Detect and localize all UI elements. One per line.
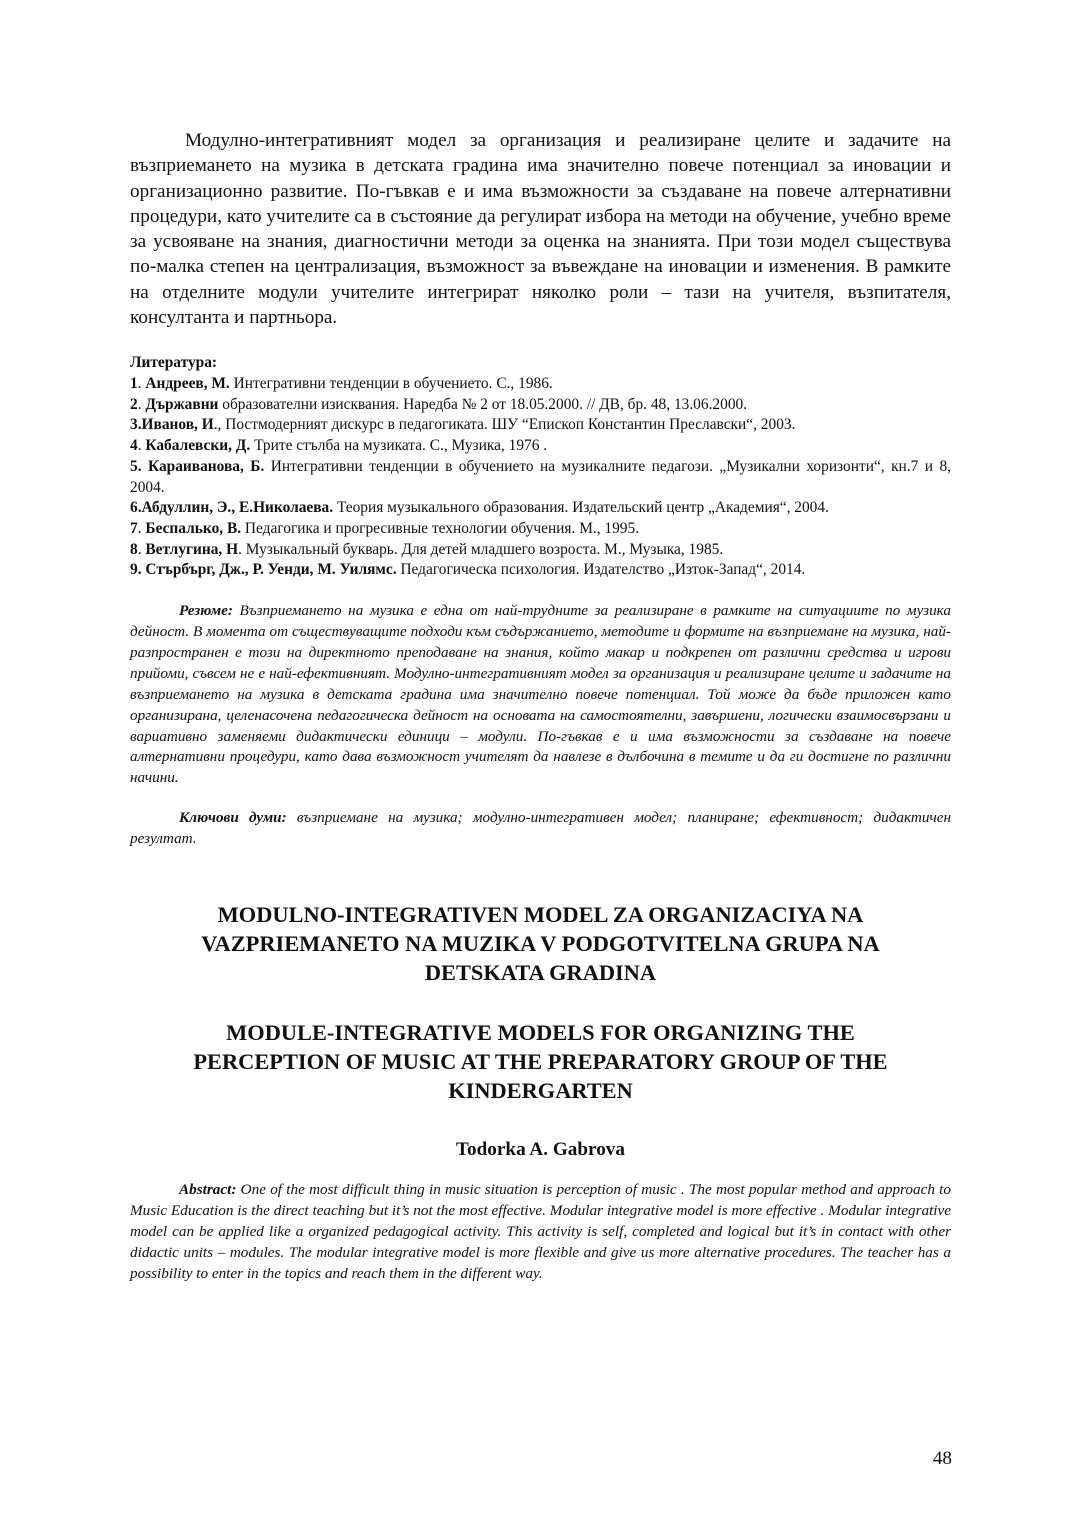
title-line: PERCEPTION OF MUSIC AT THE PREPARATORY GROUP OF THE	[193, 1048, 888, 1074]
abstract-label: Abstract:	[179, 1181, 237, 1199]
reference-item	[130, 457, 951, 498]
reference-author: Ветлугина, Н	[145, 540, 239, 558]
title-english	[130, 1018, 951, 1106]
reference-author: Караиванова, Б.	[148, 457, 265, 475]
reference-number: 7	[130, 520, 138, 537]
reference-separator: .	[137, 540, 146, 558]
reference-item	[130, 374, 951, 395]
reference-author: Абдуллин, Э., Е.Николаева.	[141, 499, 334, 517]
reference-text: Трите стълба на музиката. С., Музика, 1976 .	[250, 437, 548, 455]
title-transliterated	[130, 900, 951, 988]
reference-item	[130, 415, 951, 436]
title-line: MODULE-INTEGRATIVE MODELS FOR ORGANIZING THE	[226, 1019, 855, 1045]
reference-text: ., Постмодерният дискурс в педагогиката. ШУ “Епископ Константин Преславски“, 2003.	[213, 416, 796, 434]
keywords-label: Ключови думи:	[179, 809, 287, 827]
reference-number: 5.	[130, 457, 142, 475]
reference-author: Иванов, И	[141, 416, 214, 434]
reference-author: Стърбърг, Дж., Р. Уенди, М. Уилямс.	[145, 561, 397, 579]
title-line: KINDERGARTEN	[448, 1078, 633, 1104]
references-heading: Литература:	[130, 354, 218, 372]
references-section	[130, 353, 951, 581]
reference-item	[130, 395, 951, 416]
author-name: Todorka A. Gabrova	[455, 1139, 625, 1161]
reference-item	[130, 540, 951, 561]
reference-author: Беспалько, В.	[145, 520, 242, 537]
reference-text: Интегративни тенденции в обучението на музикалните педагози. „Музикални хоризонти“, кн.7 и 8, 2004.	[130, 457, 952, 496]
title-line: MODULNO-INTEGRATIVEN MODEL ZA ORGANIZACIYA NA	[217, 902, 864, 928]
reference-item	[130, 519, 951, 540]
reference-item	[130, 560, 951, 581]
body-paragraph: Модулно-интегративният модел за организация и реализиране целите и задачите на възприемането на музика в детската градина има значително повече потенциал за иновации и организационно развитие. По-гъвкав е и има възможности за създаване на повече алтернативни процедури, като учителите са в състояние да регулират избора на методи на обучение, учебно време за усвояване на знания, диагностични методи за оценка на знанията. При този модел съществува по-малка степен на централизация, възможност за въвеждане на иновации и изменения. В рамките на отделните модули учителите интегрират няколко роли – тази на учителя, възпитателя, консултанта и партньора.	[130, 130, 951, 329]
reference-author: Кабалевски, Д.	[145, 437, 251, 455]
abstract-text: One of the most difficult thing in music situation is perception of music . The most popular method and approach to Music Education is the direct teaching but it’s not the most effective. Modular integrative model is more effective . Modular integrative model can be applied like a organized pedagogical activity. This activity is self, completed and logical but it’s in contact with other didactic units – modules. The modular integrative model is more flexible and give us more alternative procedures. The teacher has a possibility to enter in the topics and reach them in the different way.	[130, 1181, 951, 1282]
reference-number: 8	[130, 540, 138, 558]
keywords-paragraph	[130, 808, 951, 850]
reference-number: 9.	[130, 561, 142, 579]
reference-separator: .	[137, 375, 146, 393]
reference-separator: .	[137, 437, 146, 455]
reference-separator: .	[137, 395, 146, 413]
resume-text: Възприемането на музика е една от най-трудните за реализиране в рамките на ситуациите по музика дейност. В момента от съществуващите подходи към съдържанието, методите и формите на възприемане на музика, най-разпространен е този на директното преподаване на знания, който макар и подкрепен от различни средства и игрови прийоми, съвсем не е най-ефективният. Модулно-интегративният модел за организация и реализиране целите и задачите на възприемането на музика в детската градина има значително повече потенциал. Той може да бъде приложен като организирана, целенасочена педагогическа дейност на основата на самостоятелни, завършени, логически взаимосвързани и вариативно заменяеми дидактически единици – модули. По-гъвкав е и има възможности за създаване на повече алтернативни процедури, като дава възможност учителят да навлезе в дълбочина в темите и да ги достигне по различни начини.	[130, 602, 951, 787]
resume-paragraph	[130, 601, 951, 789]
page-number: 48	[932, 1448, 952, 1469]
title-line: VAZPRIEMANETO NA MUZIKA V PODGOTVITELNA GRUPA NA	[201, 931, 880, 957]
reference-item	[130, 498, 951, 519]
reference-number: 4	[130, 437, 138, 455]
reference-text: Педагогика и прогресивные технологии обучения. М., 1995.	[241, 520, 640, 537]
reference-text: Теория музыкального образования. Издательский центр „Академия“, 2004.	[333, 499, 829, 517]
page-content	[130, 128, 951, 1285]
reference-text: образователни изисквания. Наредба № 2 от 18.05.2000. // ДВ, бр. 48, 13.06.2000.	[218, 395, 748, 413]
reference-author: Държавни	[145, 395, 219, 413]
reference-item	[130, 436, 951, 457]
resume-label: Резюме:	[179, 602, 233, 620]
reference-separator: .	[137, 520, 146, 537]
abstract-paragraph	[130, 1180, 951, 1285]
title-line: DETSKATA GRADINA	[424, 960, 657, 986]
reference-number: 2	[130, 395, 138, 413]
reference-number: 3.	[130, 416, 142, 434]
reference-text: Педагогическа психология. Издателство „Изток-Запад“, 2014.	[396, 561, 806, 579]
reference-text: . Музыкальный букварь. Для детей младшего возроста. М., Музыка, 1985.	[238, 540, 724, 558]
reference-text: Интегративни тенденции в обучението. С., 1986.	[229, 375, 553, 393]
reference-number: 6.	[130, 499, 142, 517]
reference-number: 1	[130, 375, 138, 393]
keywords-text: възприемане на музика; модулно-интегративен модел; планиране; ефективност; дидактичен резултат.	[130, 809, 951, 848]
reference-author: Андреев, М.	[145, 375, 230, 393]
